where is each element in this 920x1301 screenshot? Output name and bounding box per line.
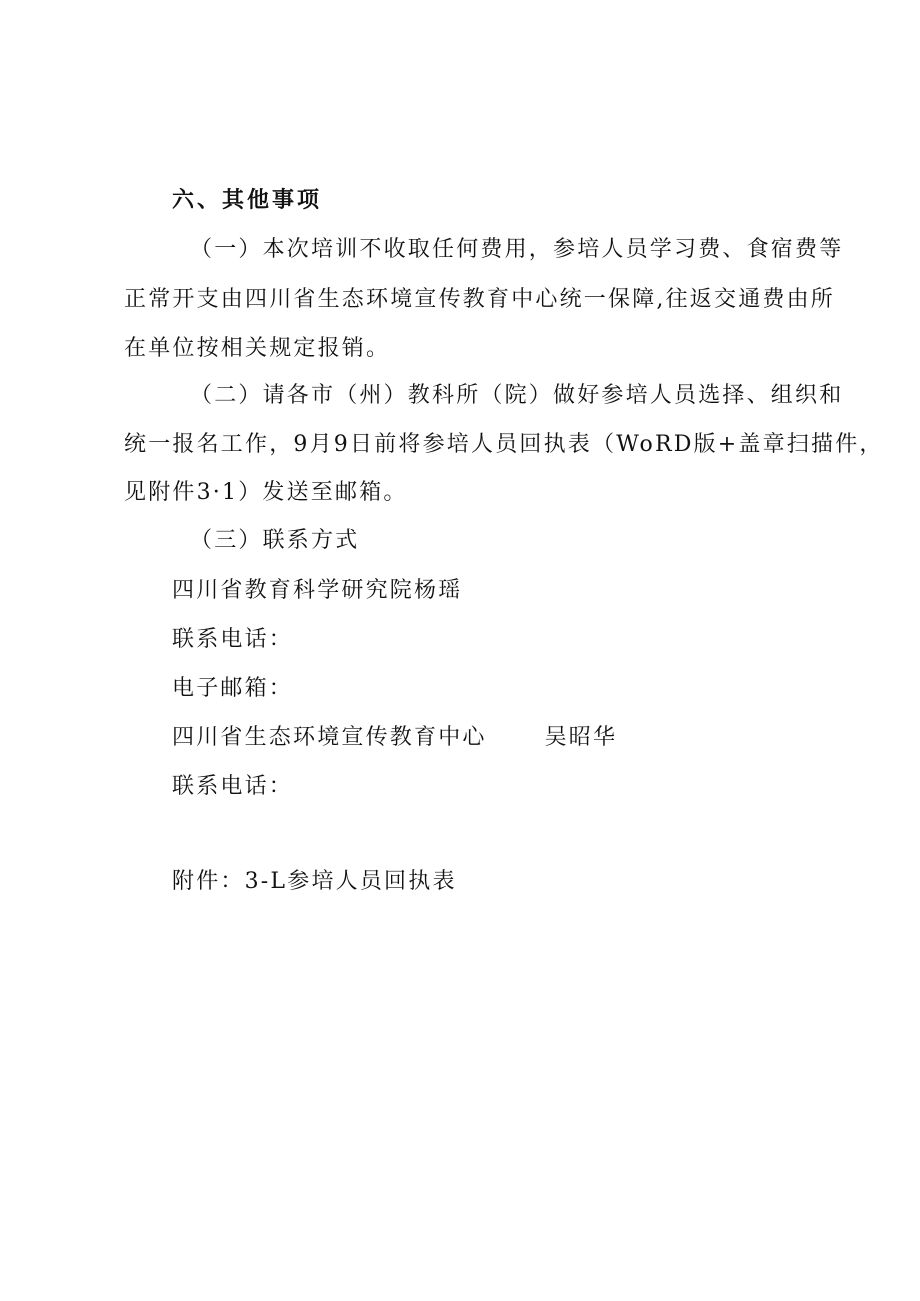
contact-person2: 吴昭华	[544, 725, 618, 750]
item2-line2: 统一报名工作，9月9日前将参培人员回执表（WoRD版+盖章扫描件，	[124, 432, 884, 457]
contact-row2	[172, 723, 617, 753]
contact-phone1: 联系电话：	[172, 627, 294, 652]
attachment-note: 附件：3-L参培人员回执表	[172, 869, 457, 894]
contact-org1: 四川省教育科学研究院杨瑶	[172, 578, 463, 603]
item1-line1: （一）本次培训不收取任何费用，参培人员学习费、食宿费等	[190, 237, 844, 262]
item1-line2: 正常开支由四川省生态环境宣传教育中心统一保障,往返交通费由所	[124, 287, 835, 312]
item3-title: （三）联系方式	[190, 528, 360, 553]
item2-line3: 见附件3·1）发送至邮箱。	[124, 480, 408, 505]
contact-phone2: 联系电话：	[172, 774, 294, 799]
item2-line1: （二）请各市（州）教科所（院）做好参培人员选择、组织和	[190, 383, 844, 408]
section-heading: 六、其他事项	[172, 188, 323, 213]
contact-org2: 四川省生态环境宣传教育中心	[172, 725, 487, 750]
contact-email1: 电子邮箱：	[172, 676, 294, 701]
item1-line3: 在单位按相关规定报销。	[124, 336, 391, 361]
